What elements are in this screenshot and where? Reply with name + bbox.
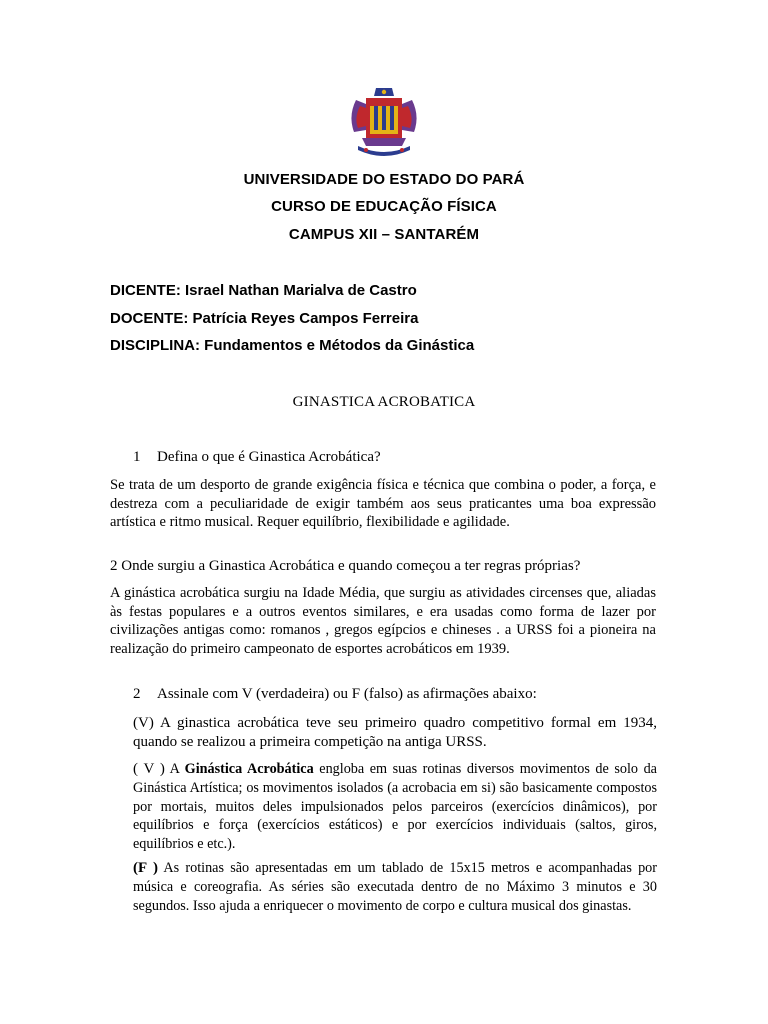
university-crest-logo <box>346 86 422 160</box>
docente-line: DOCENTE: Patrícia Reyes Campos Ferreira <box>110 310 419 327</box>
statement-2-bold: Ginástica Acrobática <box>184 761 314 777</box>
statement-2-text: engloba em suas rotinas diversos movimentos de solo da Ginástica Artística; os movimentos isolados (a acrobacia em si) são basicamente compostos por mortais, muitos deles impulsionados pelos parceiros (exercícios dinâmicos), por equilíbrios e força (exercícios estáticos) e por exercícios individuais (saltos, giros, equilíbrios e etc.). <box>133 761 657 853</box>
question-3-number: 2 <box>133 686 141 702</box>
question-1-text: Defina o que é Ginastica Acrobática? <box>157 449 381 465</box>
question-1 <box>133 449 381 466</box>
campus-name: CAMPUS XII – SANTARÉM <box>288 226 480 243</box>
statement-1-mark: (V) <box>133 715 154 731</box>
statement-3-text: As rotinas são apresentadas em um tablado de 15x15 metros e acompanhadas por música e coreografia. As séries são executada dentro de no Máximo 3 minutos e 30 segundos. Isso ajuda a enriquecer o movimento de corpo e cultura musical dos ginastas. <box>133 860 657 914</box>
statement-2-mark: ( V ) <box>133 761 165 777</box>
dicente-line: DICENTE: Israel Nathan Marialva de Castro <box>110 282 417 299</box>
answer-2: A ginástica acrobática surgiu na Idade Média, que surgiu as atividades circenses que, aliadas às festas populares e a outros eventos similares, e era usadas como forma de lazer por civilizações antigas como: romanos , gregos egípcios e chineses . a URSS foi a pioneira na realização do primeiro campeonato de esportes acrobáticos em 1939. <box>110 585 656 657</box>
course-name: CURSO DE EDUCAÇÃO FÍSICA <box>271 198 497 215</box>
question-2 <box>110 558 580 575</box>
question-1-number: 1 <box>133 449 141 465</box>
statement-3 <box>133 859 657 915</box>
statement-1 <box>133 714 657 751</box>
question-2-number: 2 <box>110 558 118 574</box>
statement-2 <box>133 760 657 854</box>
statement-1-text: A ginastica acrobática teve seu primeiro quadro competitivo formal em 1934, quando se realizou a primeira competição na antiga URSS. <box>133 715 657 750</box>
question-3 <box>133 686 537 703</box>
disciplina-line: DISCIPLINA: Fundamentos e Métodos da Ginástica <box>110 337 475 354</box>
statement-2-pre: A <box>164 761 185 777</box>
university-name: UNIVERSIDADE DO ESTADO DO PARÁ <box>243 171 525 188</box>
question-2-text: Onde surgiu a Ginastica Acrobática e quando começou a ter regras próprias? <box>121 558 581 574</box>
answer-1: Se trata de um desporto de grande exigência física e técnica que combina o poder, a força, e destreza com a peculiaridade de exigir também aos seus praticantes uma boa expressão artística e ritmo musical. Requer equilíbrio, flexibilidade e agilidade. <box>110 477 656 531</box>
question-3-text: Assinale com V (verdadeira) ou F (falso) as afirmações abaixo: <box>157 686 537 702</box>
statement-3-mark: (F ) <box>133 860 158 876</box>
document-title: GINASTICA ACROBATICA <box>292 394 476 410</box>
